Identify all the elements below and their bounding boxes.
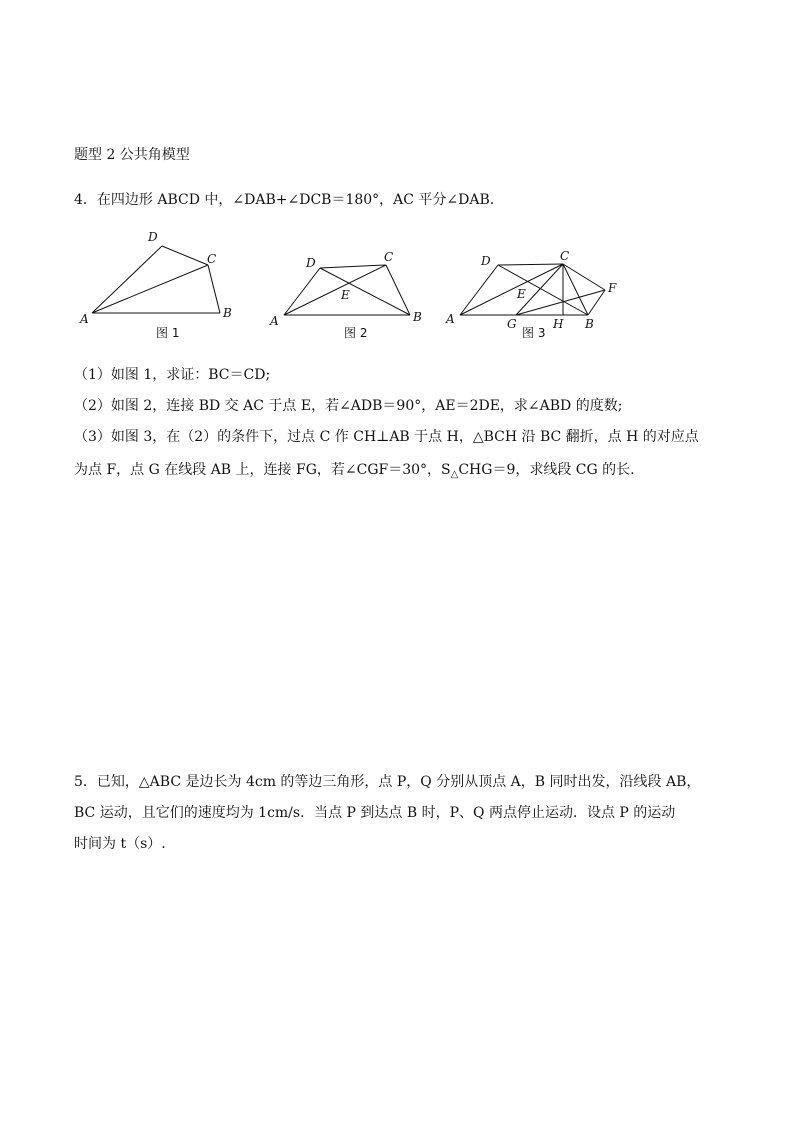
q4-part3-line1: （3）如图 3，在（2）的条件下，过点 C 作 CH⊥AB 于点 H，△BCH 沿 BC 翻折，点 H 的对应点	[74, 429, 699, 445]
q4-part3-line2-pre: 为点 F，点 G 在线段 AB 上，连接 FG，若∠CGF＝30°，S	[74, 462, 451, 478]
q4-stem: 4．在四边形 ABCD 中，∠DAB+∠DCB＝180°，AC 平分∠DAB.	[74, 192, 495, 208]
fig1-label-b: B	[223, 306, 232, 320]
fig2-label-d: D	[306, 256, 316, 270]
figure-3	[440, 240, 630, 345]
q4-part1: （1）如图 1，求证：BC＝CD;	[74, 367, 271, 383]
fig2-label-e: E	[341, 288, 350, 302]
q4-part3-line2-sub: △	[450, 469, 459, 480]
fig3-caption: 图 3	[522, 326, 546, 340]
fig2-caption: 图 2	[344, 326, 368, 340]
section-title: 题型 2 公共角模型	[74, 147, 190, 163]
fig2-label-a: A	[270, 314, 279, 328]
fig3-label-g: G	[507, 317, 517, 331]
fig1-caption: 图 1	[156, 326, 180, 340]
q4-part2: （2）如图 2，连接 BD 交 AC 于点 E，若∠ADB＝90°，AE＝2DE，求∠ABD 的度数;	[74, 398, 623, 414]
fig3-label-c: C	[560, 249, 570, 263]
q4-part3-line2-post: CHG＝9，求线段 CG 的长.	[458, 462, 635, 478]
q5-line3: 时间为 t（s）.	[74, 836, 166, 852]
fig3-label-b: B	[585, 317, 594, 331]
fig1-label-c: C	[207, 252, 217, 266]
fig3-label-f: F	[608, 281, 617, 295]
fig1-label-d: D	[148, 230, 158, 244]
fig1-label-a: A	[80, 312, 89, 326]
fig3-label-e: E	[517, 287, 526, 301]
fig3-label-a: A	[446, 312, 455, 326]
q5-line2: BC 运动，且它们的速度均为 1cm/s．当点 P 到达点 B 时，P、Q 两点停止运动．设点 P 的运动	[74, 805, 676, 821]
figure-2	[260, 235, 430, 345]
figure-1	[70, 225, 240, 345]
fig3-label-h: H	[553, 317, 564, 331]
fig2-label-c: C	[384, 250, 394, 264]
fig2-label-b: B	[413, 310, 422, 324]
q5-line1: 5．已知，△ABC 是边长为 4cm 的等边三角形，点 P，Q 分别从顶点 A，B 同时出发，沿线段 AB，	[74, 774, 701, 790]
q4-part3-line2	[74, 460, 635, 485]
fig3-label-d: D	[481, 254, 491, 268]
